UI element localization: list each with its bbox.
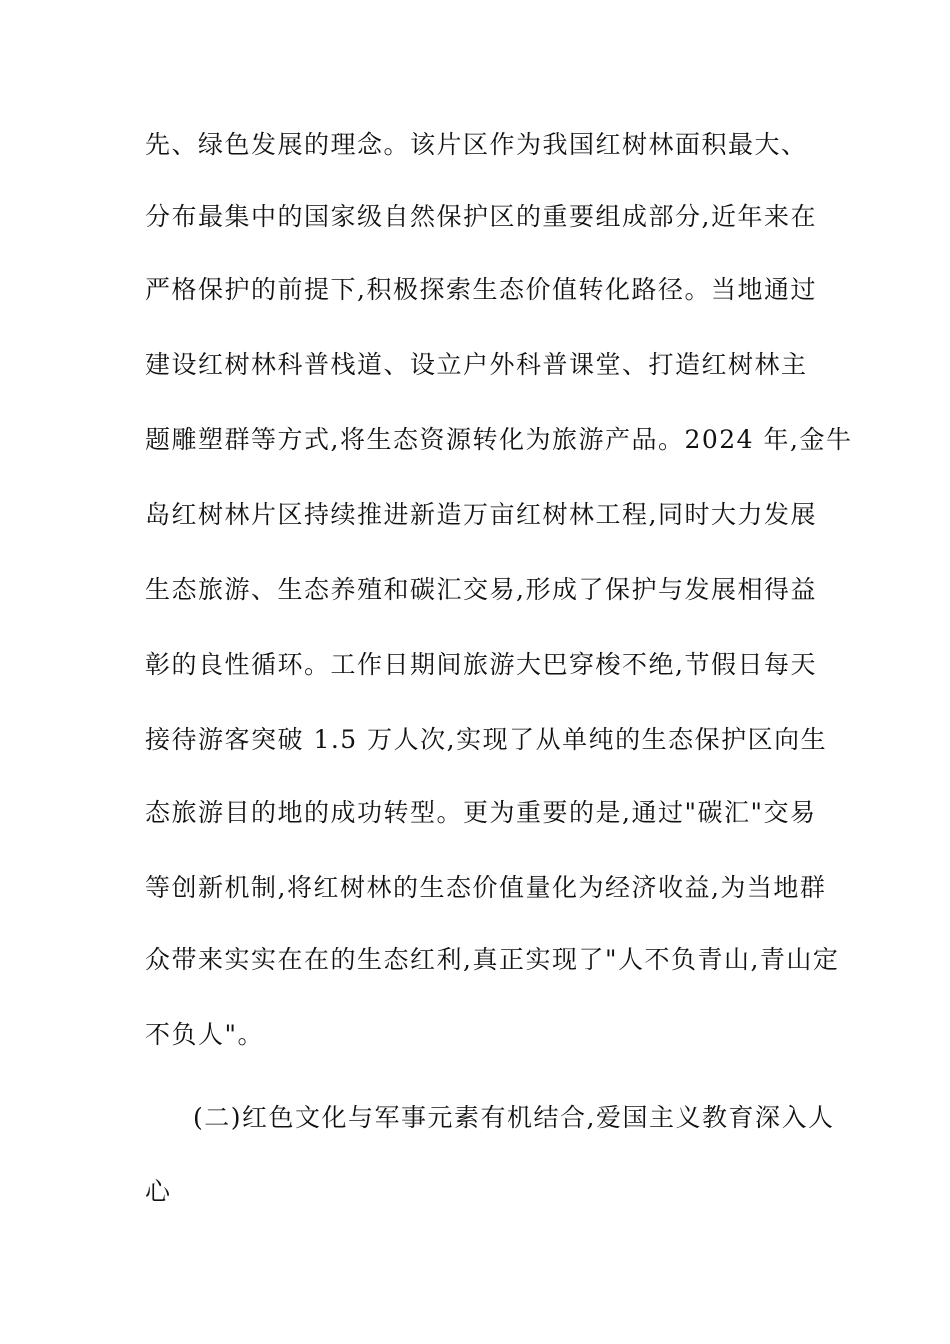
paragraph-line: 题雕塑群等方式,将生态资源转化为旅游产品。2024 年,金牛: [145, 425, 853, 454]
paragraph-line: 接待游客突破 1.5 万人次,实现了从单纯的生态保护区向生: [145, 725, 828, 754]
section-heading-line: (二)红色文化与军事元素有机结合,爱国主义教育深入人: [193, 1103, 835, 1132]
paragraph-line: 等创新机制,将红树林的生态价值量化为经济收益,为当地群: [145, 873, 827, 902]
paragraph-line: 态旅游目的地的成功转型。更为重要的是,通过"碳汇"交易: [145, 798, 817, 827]
paragraph-line: 建设红树林科普栈道、设立户外科普课堂、打造红树林主: [145, 350, 808, 379]
paragraph-line: 岛红树林片区持续推进新造万亩红树林工程,同时大力发展: [145, 500, 817, 529]
paragraph-line: 分布最集中的国家级自然保护区的重要组成部分,近年来在: [145, 202, 817, 231]
paragraph-line: 生态旅游、生态养殖和碳汇交易,形成了保护与发展相得益: [145, 575, 817, 604]
paragraph-line: 彰的良性循环。工作日期间旅游大巴穿梭不绝,节假日每天: [145, 650, 817, 679]
paragraph-line: 先、绿色发展的理念。该片区作为我国红树林面积最大、: [145, 130, 808, 159]
paragraph-line: 严格保护的前提下,积极探索生态价值转化路径。当地通过: [145, 275, 817, 304]
paragraph-line: 不负人"。: [145, 1020, 264, 1049]
paragraph-line: 众带来实实在在的生态红利,真正实现了"人不负青山,青山定: [145, 945, 840, 974]
section-heading-line: 心: [145, 1177, 172, 1206]
